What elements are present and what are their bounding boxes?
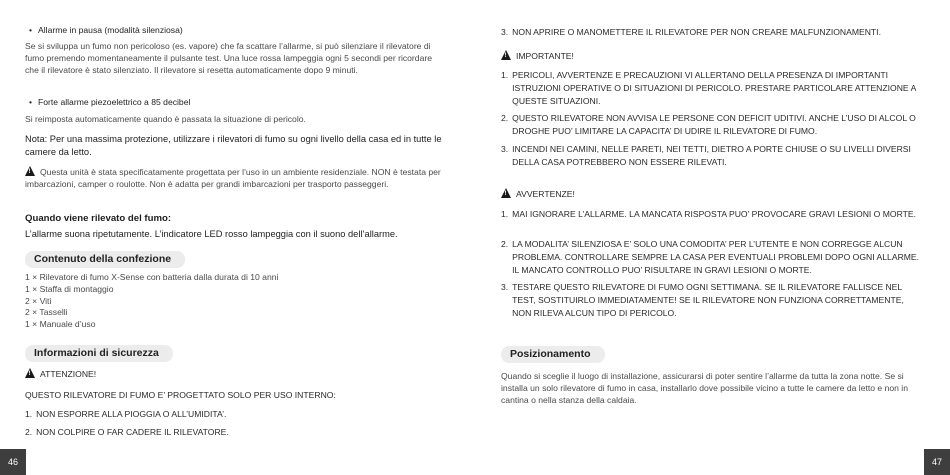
safety-item <box>25 426 445 439</box>
warning-item <box>501 238 921 276</box>
indoor-use-statement: QUESTO RILEVATORE DI FUMO E’ PROGETTATO SOLO PER USO INTERNO: <box>25 390 336 400</box>
item-text: PERICOLI, AVVERTENZE E PRECAUZIONI VI ALLERTANO DELLA PRESENZA DI IMPORTANTI ISTRUZIONI OPERATIVE O DI SITUAZIONI DI PERICOLO. PRESTARE PARTICOLARE ATTENZIONE A QUESTE SITUAZIONI. <box>512 70 916 106</box>
contents-item: 1 × Rilevatore di fumo X-Sense con batteria dalla durata di 10 anni <box>25 272 279 282</box>
residential-warning-text: Questa unità è stata specificatamente progettata per l’uso in un ambiente residenziale. NON è testata per imbarcazioni, camper o roulotte. Non è adatta per grandi imbarcazioni per trasporto passeggeri. <box>25 167 441 189</box>
position-paragraph: Quando si sceglie il luogo di installazione, assicurarsi di poter sentire l’allarme da tutta la zona notte. Se si installa un solo rilevatore di fumo in casa, installarlo dove possibile vicino a tutte le camere da letto e non in cantina o nella stanza della caldaia. <box>501 371 908 405</box>
contents-title-pill: Contenuto della confezione <box>25 251 185 268</box>
item-number: 3. <box>501 27 509 37</box>
right-page <box>475 0 950 475</box>
important-item <box>501 69 921 107</box>
warnings-label: AVVERTENZE! <box>516 189 575 199</box>
safety-section-title <box>25 343 445 362</box>
item-number: 1. <box>25 409 33 419</box>
important-label: IMPORTANTE! <box>516 51 574 61</box>
contents-section-title <box>25 249 445 268</box>
warning-item <box>501 208 921 221</box>
position-title-pill: Posizionamento <box>501 346 605 363</box>
contents-item: 1 × Manuale d’uso <box>25 319 96 330</box>
position-section-title <box>501 344 921 363</box>
contents-item: 1 × Staffa di montaggio <box>25 283 114 294</box>
item-number: 2. <box>25 427 33 437</box>
silent-mode-paragraph: Se si sviluppa un fumo non pericoloso (es. vapore) che fa scattare l’allarme, si può silenziare il rilevatore di fumo premendo momentaneamente il pulsante test. Una luce rossa lampeggia ogni 5 secondi per ricordare che il rilevatore è stato silenziato. Il rilevatore si resetta automaticamente dopo 9 minuti. <box>25 41 432 75</box>
page-number-right: 47 <box>924 449 950 475</box>
important-heading <box>501 50 921 63</box>
page-number-left: 46 <box>0 449 26 475</box>
warning-triangle-icon <box>25 166 35 176</box>
warnings-heading <box>501 188 921 201</box>
attention-label: ATTENZIONE! <box>40 369 97 379</box>
safety-title-pill: Informazioni di sicurezza <box>25 345 173 362</box>
item-text: INCENDI NEI CAMINI, NELLE PARETI, NEI TETTI, DIETRO A PORTE CHIUSE O SU LIVELLI DIVERSI DELLA CASA POTREBBERO NON ESSERE RILEVATI. <box>512 144 911 167</box>
item-number: 1. <box>501 209 509 219</box>
residential-warning <box>25 166 445 191</box>
important-item <box>501 143 921 169</box>
item-number: 3. <box>501 282 509 292</box>
item-text: LA MODALITA’ SILENZIOSA E’ SOLO UNA COMODITA’ PER L’UTENTE E NON CORREGGE ALCUN PROBLEMA. CONTROLLARE SEMPRE LA CASA PER EVENTUALI PROBLEMI DOPO OGNI ALLARME. IL MANCATO CONTROLLO PUO’ RISULTARE IN GRAVI LESIONI O MORTE. <box>512 239 920 275</box>
bullet-silent-mode: • Allarme in pausa (modalità silenziosa) <box>25 25 445 35</box>
smoke-detected-heading: Quando viene rilevato del fumo: <box>25 213 172 224</box>
item-number: 2. <box>501 113 509 123</box>
contents-list <box>25 272 445 331</box>
warning-triangle-icon <box>25 368 35 378</box>
item-text: NON ESPORRE ALLA PIOGGIA O ALL’UMIDITA’. <box>36 409 227 419</box>
item-text: QUESTO RILEVATORE NON AVVISA LE PERSONE CON DEFICIT UDITIVI. ANCHE L’USO DI ALCOL O DROGHE PUO’ LIMITARE LA CAPACITA’ DI UDIRE IL RILEVATORE DI FUMO. <box>512 113 916 136</box>
item-text: MAI IGNORARE L’ALLARME. LA MANCATA RISPOSTA PUO’ PROVOCARE GRAVI LESIONI O MORTE. <box>512 209 917 219</box>
contents-item: 2 × Tasselli <box>25 307 68 318</box>
warning-item <box>501 281 921 319</box>
contents-item: 2 × Viti <box>25 295 52 306</box>
auto-reset-paragraph: Si reimposta automaticamente quando è passata la situazione di pericolo. <box>25 114 306 124</box>
bullet-piezo-alarm: • Forte allarme piezoelettrico a 85 decibel <box>25 97 445 107</box>
item-number: 3. <box>501 144 509 154</box>
item-text: NON APRIRE O MANOMETTERE IL RILEVATORE PER NON CREARE MALFUNZIONAMENTI. <box>512 27 881 37</box>
safety-item <box>501 26 921 39</box>
item-number: 1. <box>501 70 509 80</box>
safety-item <box>25 408 445 421</box>
item-text: TESTARE QUESTO RILEVATORE DI FUMO OGNI SETTIMANA. SE IL RILEVATORE FALLISCE NEL TEST, SOSTITUIRLO IMMEDIATAMENTE! SE IL RILEVATORE NON FUNZIONA CORRETTAMENTE, NON RILEVA ALCUN TIPO DI PERICOLO. <box>512 282 904 318</box>
important-item <box>501 112 921 138</box>
protection-note: Nota: Per una massima protezione, utilizzare i rilevatori di fumo su ogni livello della casa ed in tutte le camere da letto. <box>25 134 442 157</box>
warning-triangle-icon <box>501 50 511 60</box>
smoke-detected-text: L’allarme suona ripetutamente. L’indicatore LED rosso lampeggia con il suono dell’allarme. <box>25 229 398 239</box>
item-text: NON COLPIRE O FAR CADERE IL RILEVATORE. <box>36 427 229 437</box>
warning-triangle-icon <box>501 188 511 198</box>
attention-heading <box>25 368 445 381</box>
item-number: 2. <box>501 239 509 249</box>
